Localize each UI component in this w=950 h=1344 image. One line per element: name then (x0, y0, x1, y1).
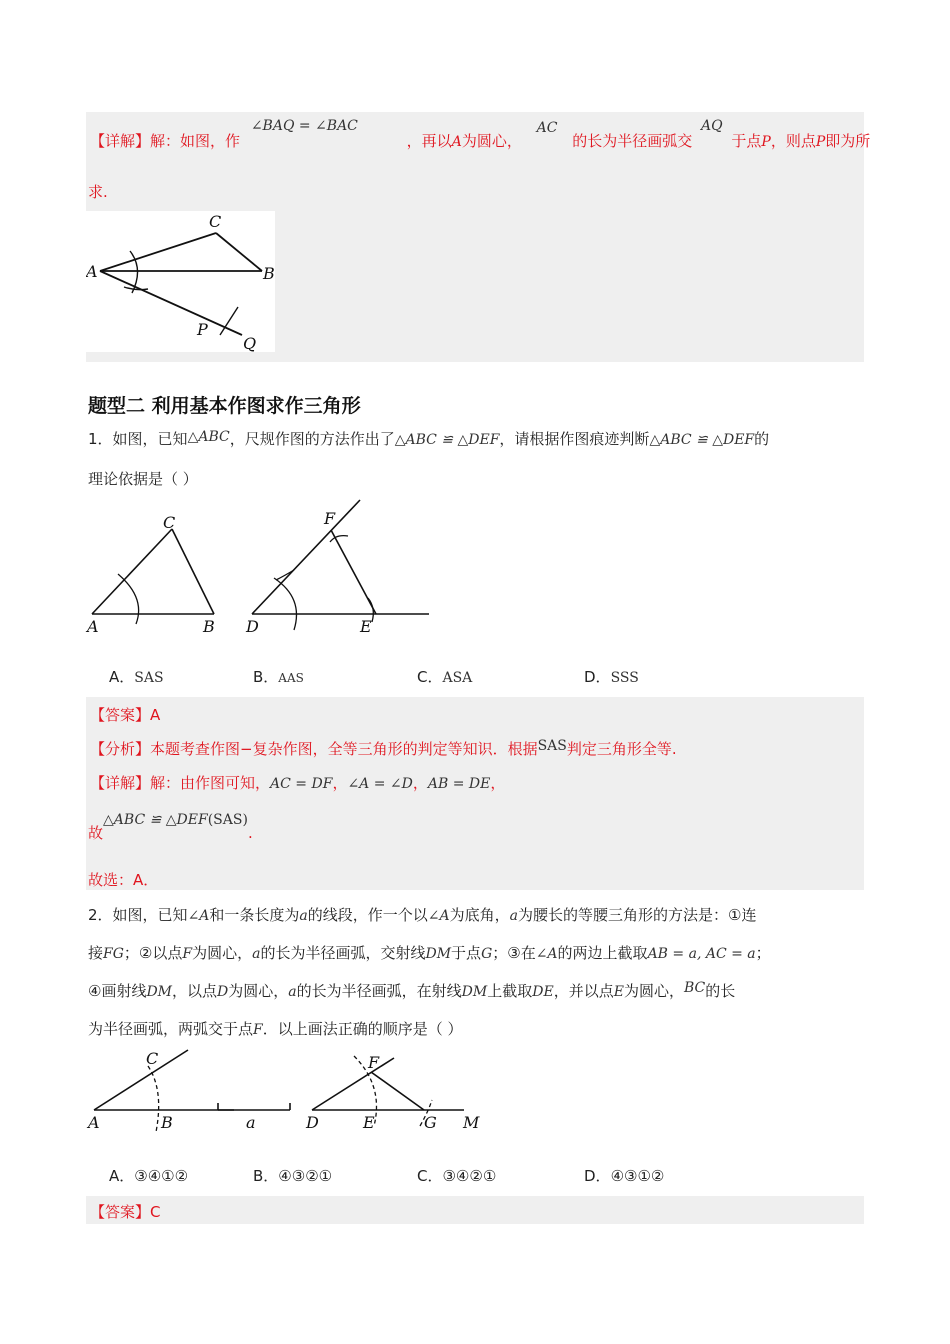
question-number: 1． (88, 430, 113, 448)
option-letter: C． (417, 1167, 443, 1185)
question-text: ； (755, 944, 771, 962)
math-expression: FG (103, 946, 124, 962)
q1-conclusion (88, 808, 253, 842)
question-number: 2． (88, 906, 113, 924)
fig1-label-c: C (209, 212, 222, 231)
math-expression: △ABC ≌ △DEF (103, 812, 208, 828)
analysis-text: 判定三角形全等. (566, 740, 677, 758)
option-letter: A． (109, 1167, 135, 1185)
q2-answer-block (86, 1196, 864, 1224)
option-text: AAS (278, 671, 304, 685)
math-expression: DM (425, 946, 452, 962)
detail-text: 于点 (731, 132, 762, 150)
fig3-label-a: A (88, 1113, 100, 1132)
fig2-label-f: F (324, 509, 336, 528)
question-text: 接 (88, 944, 104, 962)
fig1-label-b: B (263, 264, 275, 283)
detail-text: 即为所 (825, 132, 871, 150)
figure-3-svg (84, 1046, 484, 1134)
math-expression: AC = DF (270, 776, 333, 792)
detail-tag: 【详解】 (90, 132, 151, 150)
question-text: 为圆心， (228, 982, 289, 1000)
math-expression: a (299, 908, 308, 924)
fig3-label-g: G (424, 1113, 437, 1132)
option-text: ASA (442, 670, 473, 686)
fig2-label-e: E (360, 617, 372, 636)
punctuation: . (247, 824, 253, 842)
angle-expression: ∠BAQ = ∠BAC (250, 118, 358, 134)
q2-option-d[interactable] (584, 1165, 664, 1186)
detail-text: 为圆心， (461, 132, 522, 150)
option-letter: D． (584, 1167, 611, 1185)
question-text: ④画射线 (88, 982, 147, 1000)
q2-option-a[interactable] (109, 1165, 188, 1186)
analysis-tag: 【分析】 (90, 740, 151, 758)
q2-line-1 (88, 904, 756, 925)
question-text: 为半径画弧，两弧交于点 (88, 1020, 254, 1038)
math-expression: BC (683, 980, 706, 996)
math-expression: ∠A (535, 946, 558, 962)
question-text: 如图，已知 (112, 906, 188, 924)
math-expression: ∠A = ∠D (347, 776, 413, 792)
detail-text: 解：如图，作 (150, 132, 241, 150)
question-text: ，并以点 (553, 982, 614, 1000)
math-expression: ∠A (427, 908, 450, 924)
q2-line-2 (88, 942, 771, 963)
math-expression: DM (461, 984, 488, 1000)
segment-label: AQ (701, 118, 723, 134)
section-title: 题型二 利用基本作图求作三角形 (88, 395, 361, 417)
math-expression: a (288, 984, 297, 1000)
punctuation: ， (490, 774, 506, 792)
detail-line-1 (90, 118, 871, 151)
option-text: SSS (610, 670, 639, 686)
question-text: 为腰长的等腰三角形的方法是：①连 (518, 906, 757, 924)
fig1-label-a: A (86, 262, 98, 281)
fig3-label-m: M (463, 1113, 480, 1132)
math-expression: F (182, 946, 193, 962)
math-expression: AB = DE (427, 776, 491, 792)
question-text: 上截取 (487, 982, 533, 1000)
option-text: SAS (134, 670, 164, 686)
math-expression: DM (146, 984, 173, 1000)
analysis-text: 本题考查作图−复杂作图，全等三角形的判定等知识．根据 (150, 740, 538, 758)
option-text: ④③②① (278, 1167, 333, 1185)
q1-answer-block (86, 697, 864, 890)
point-label: A (451, 134, 462, 150)
q1-option-a[interactable] (109, 666, 164, 687)
q1-choose: 故选：A． (88, 871, 159, 889)
fig3-label-d: D (306, 1113, 319, 1132)
math-expression: △ABC ≌ △DEF (649, 432, 755, 448)
math-expression: AB = a, AC = a (647, 946, 756, 962)
question-text: 的 (754, 430, 770, 448)
detail-line-2: 求. (88, 183, 108, 201)
q2-line-4 (88, 1018, 463, 1039)
math-expression: ∠A (187, 908, 210, 924)
question-text: ；②以点 (123, 944, 183, 962)
answer-value: C (150, 1203, 161, 1221)
math-expression: F (253, 1022, 263, 1038)
fig3-label-f: F (368, 1053, 380, 1072)
point-label: P (761, 134, 771, 150)
math-expression: △ABC (187, 429, 230, 445)
q1-option-d[interactable] (584, 666, 639, 687)
question-text: 于点 (451, 944, 482, 962)
question-text: 的两边上截取 (557, 944, 648, 962)
fig3-label-c: C (146, 1049, 159, 1068)
fig2-label-d: D (246, 617, 259, 636)
punctuation: ， (332, 774, 348, 792)
option-letter: A． (109, 668, 135, 686)
question-text: 的线段，作一个以 (307, 906, 428, 924)
question-text: ，请根据作图痕迹判断 (499, 430, 650, 448)
answer-value: A (150, 706, 161, 724)
question-text: ，尺规作图的方法作出了 (229, 430, 395, 448)
q1-option-c[interactable] (417, 666, 472, 687)
answer-tag: 【答案】 (90, 1203, 151, 1221)
fig1-label-p: P (197, 320, 208, 339)
math-expression: (SAS) (207, 812, 248, 828)
option-letter: D． (584, 668, 611, 686)
question-text: 的长为半径画弧，在射线 (296, 982, 462, 1000)
math-expression: E (613, 984, 624, 1000)
question-text: ，以点 (172, 982, 218, 1000)
q2-line-3 (88, 980, 735, 1001)
option-text: ③④②① (442, 1167, 497, 1185)
detail-text: 解：由作图可知， (150, 774, 271, 792)
math-expression: D (217, 984, 229, 1000)
q2-option-b[interactable] (253, 1165, 332, 1186)
question-text: ．以上画法正确的顺序是（ ） (262, 1020, 463, 1038)
math-expression: SAS (537, 738, 567, 754)
point-label: P (815, 134, 826, 150)
fig3-label-b: B (161, 1113, 173, 1132)
question-text: 的长为半径画弧，交射线 (260, 944, 426, 962)
question-text: ；③在 (492, 944, 536, 962)
q1-analysis (90, 738, 677, 759)
segment-label: AC (536, 120, 558, 136)
q1-option-b[interactable] (253, 666, 304, 687)
math-expression: a (252, 946, 261, 962)
fig2-label-c: C (163, 513, 176, 532)
detail-text: 故 (88, 824, 104, 842)
fig3-label-seg-a: a (246, 1113, 256, 1132)
question-text: 为底角， (449, 906, 510, 924)
answer-tag: 【答案】 (90, 706, 151, 724)
option-letter: C． (417, 668, 443, 686)
fig2-label-a: A (87, 617, 99, 636)
q2-answer (90, 1201, 161, 1222)
punctuation: ， (412, 774, 428, 792)
figure-1-svg (86, 211, 275, 352)
detail-text: ，再以 (406, 132, 452, 150)
option-text: ④③①② (610, 1167, 665, 1185)
q1-line-2: 理论依据是（ ） (88, 470, 198, 488)
fig2-label-b: B (203, 617, 215, 636)
option-letter: B． (253, 1167, 279, 1185)
math-expression: DE (532, 984, 554, 1000)
figure-1 (86, 211, 275, 352)
q2-option-c[interactable] (417, 1165, 496, 1186)
math-expression: a (509, 908, 519, 924)
fig1-label-q: Q (243, 334, 257, 352)
detail-text: ，则点 (770, 132, 816, 150)
fig3-label-e: E (363, 1113, 375, 1132)
detail-text: 的长为半径画弧交 (572, 132, 693, 150)
figure-2 (84, 498, 434, 638)
question-text: 为圆心， (192, 944, 253, 962)
question-text: 如图，已知 (112, 430, 188, 448)
question-text: 的长 (705, 982, 736, 1000)
question-text: 和一条长度为 (209, 906, 300, 924)
q1-answer (90, 704, 160, 725)
q1-line-1 (88, 428, 769, 449)
math-expression: G (481, 946, 493, 962)
question-text: 为圆心， (623, 982, 684, 1000)
figure-3 (84, 1046, 484, 1134)
q1-detail (90, 772, 505, 793)
option-text: ③④①② (134, 1167, 189, 1185)
detail-tag: 【详解】 (90, 774, 151, 792)
option-letter: B． (253, 668, 279, 686)
figure-2-svg (84, 498, 434, 638)
math-expression: △ABC ≌ △DEF (394, 432, 500, 448)
